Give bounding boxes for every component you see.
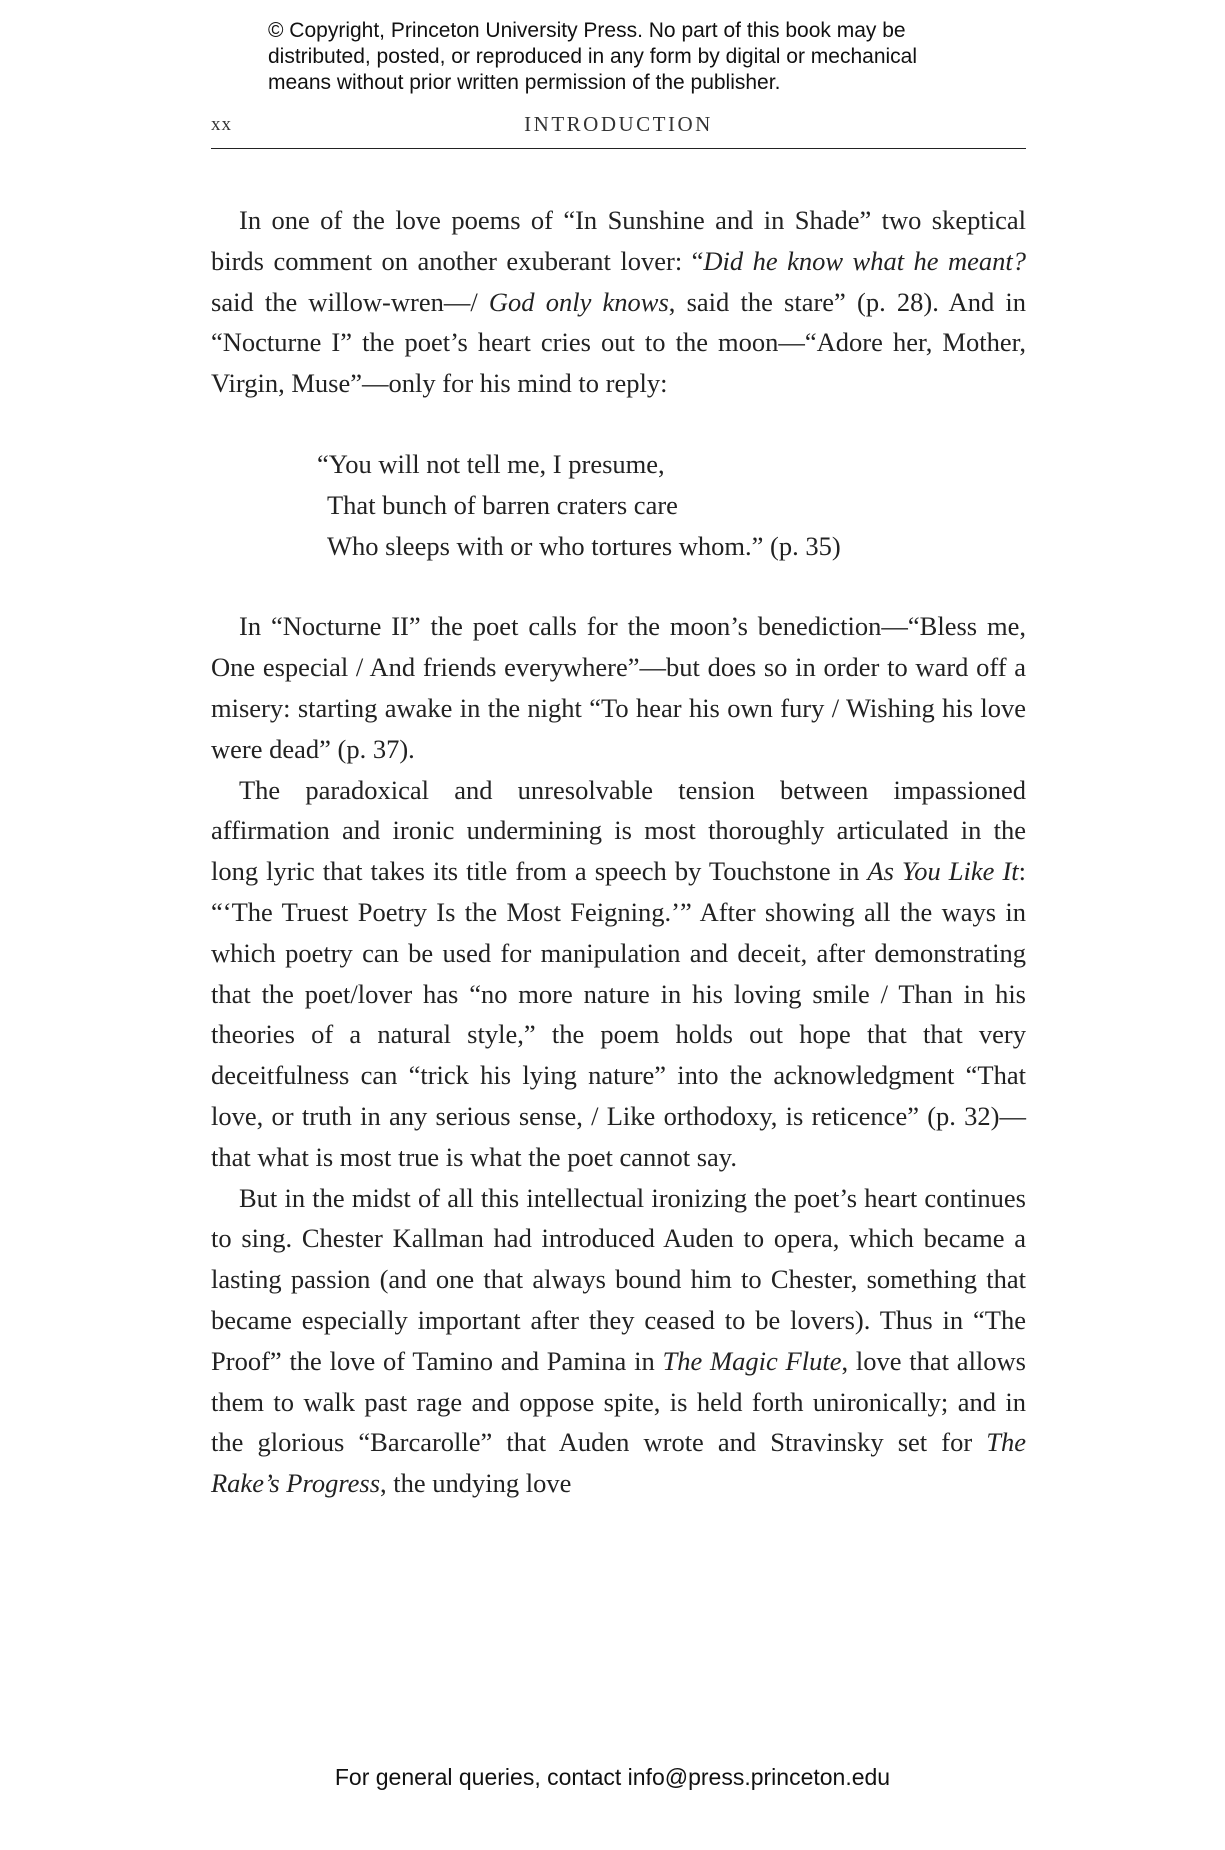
italic-text: The Magic Flute	[662, 1345, 842, 1376]
section-title: INTRODUCTION	[524, 112, 713, 136]
copyright-line: © Copyright, Princeton University Press. No part of this book may be	[268, 19, 906, 42]
footer-contact	[0, 1764, 1225, 1791]
text-run: , the undying love	[380, 1468, 572, 1499]
paragraph	[211, 770, 1026, 1178]
text-run: But in the midst of all this intellectual ironizing the poet’s heart continues to sing. Chester Kallman had introduced Auden to opera, which became a lasting passion (and one that always bound him to Chester, something that became especially important after they ceased to be lovers). Thus in “The Proof” the love of Tamino and Pamina in	[211, 1182, 1026, 1376]
page-number: xx	[211, 114, 232, 135]
contact-email[interactable]: info@press.princeton.edu	[627, 1764, 891, 1790]
text-run: In one of the love poems of “In Sunshine and in Shade” two skeptical birds comment on another exuberant lover: “	[211, 205, 1026, 276]
verse-line: “You will not tell me, I presume,	[317, 448, 665, 479]
italic-text: The Rake’s Progress	[211, 1427, 1026, 1499]
italic-text: God only knows	[488, 286, 669, 317]
copyright-notice	[268, 18, 988, 96]
copyright-line: distributed, posted, or reproduced in any form by digital or mechanical	[268, 45, 918, 68]
text-run: , said the stare” (p. 28). And in “Nocturne I” the poet’s heart cries out to the moon—“Adore her, Mother, Virgin, Muse”—only for his mind to reply:	[211, 286, 1026, 399]
footer-text: For general queries, contact	[334, 1764, 628, 1790]
text-run: said the willow-wren—/	[211, 286, 489, 317]
body-text	[211, 200, 1026, 1504]
italic-text: Did he know what he meant?	[703, 245, 1027, 276]
paragraph	[211, 1178, 1026, 1504]
verse-line: That bunch of barren craters care	[327, 489, 678, 520]
italic-text: As You Like It	[867, 856, 1019, 887]
paragraph: In “Nocturne II” the poet calls for the moon’s benediction—“Bless me, One especial / And friends everywhere”—but does so in order to ward off a misery: starting awake in the night “To hear his own fury / Wishing his love were dead” (p. 37).	[211, 611, 1026, 764]
text-run: : “‘The Truest Poetry Is the Most Feigning.’” After showing all the ways in which poetry can be used for manipulation and deceit, after demonstrating that the poet/lover has “no more nature in his loving smile / Than in his theories of a natural style,” the poem holds out hope that that very deceitfulness can “trick his lying nature” into the acknowledgment “That love, or truth in any serious sense, / Like orthodoxy, is reticence” (p. 32)—that what is most true is what the poet cannot say.	[211, 856, 1027, 1172]
paragraph	[211, 200, 1026, 404]
copyright-line: means without prior written permission of the publisher.	[268, 71, 781, 94]
running-head	[211, 110, 1026, 149]
verse-quotation	[317, 444, 1026, 566]
verse-line: Who sleeps with or who tortures whom.” (p. 35)	[327, 530, 841, 561]
text-run: , love that allows them to walk past rage and oppose spite, is held forth unironically; and in the glorious “Barcarolle” that Auden wrote and Stravinsky set for	[211, 1345, 1026, 1458]
text-run: The paradoxical and unresolvable tension between impassioned affirmation and ironic undermining is most thoroughly articulated in the long lyric that takes its title from a speech by Touchstone in	[211, 774, 1026, 887]
